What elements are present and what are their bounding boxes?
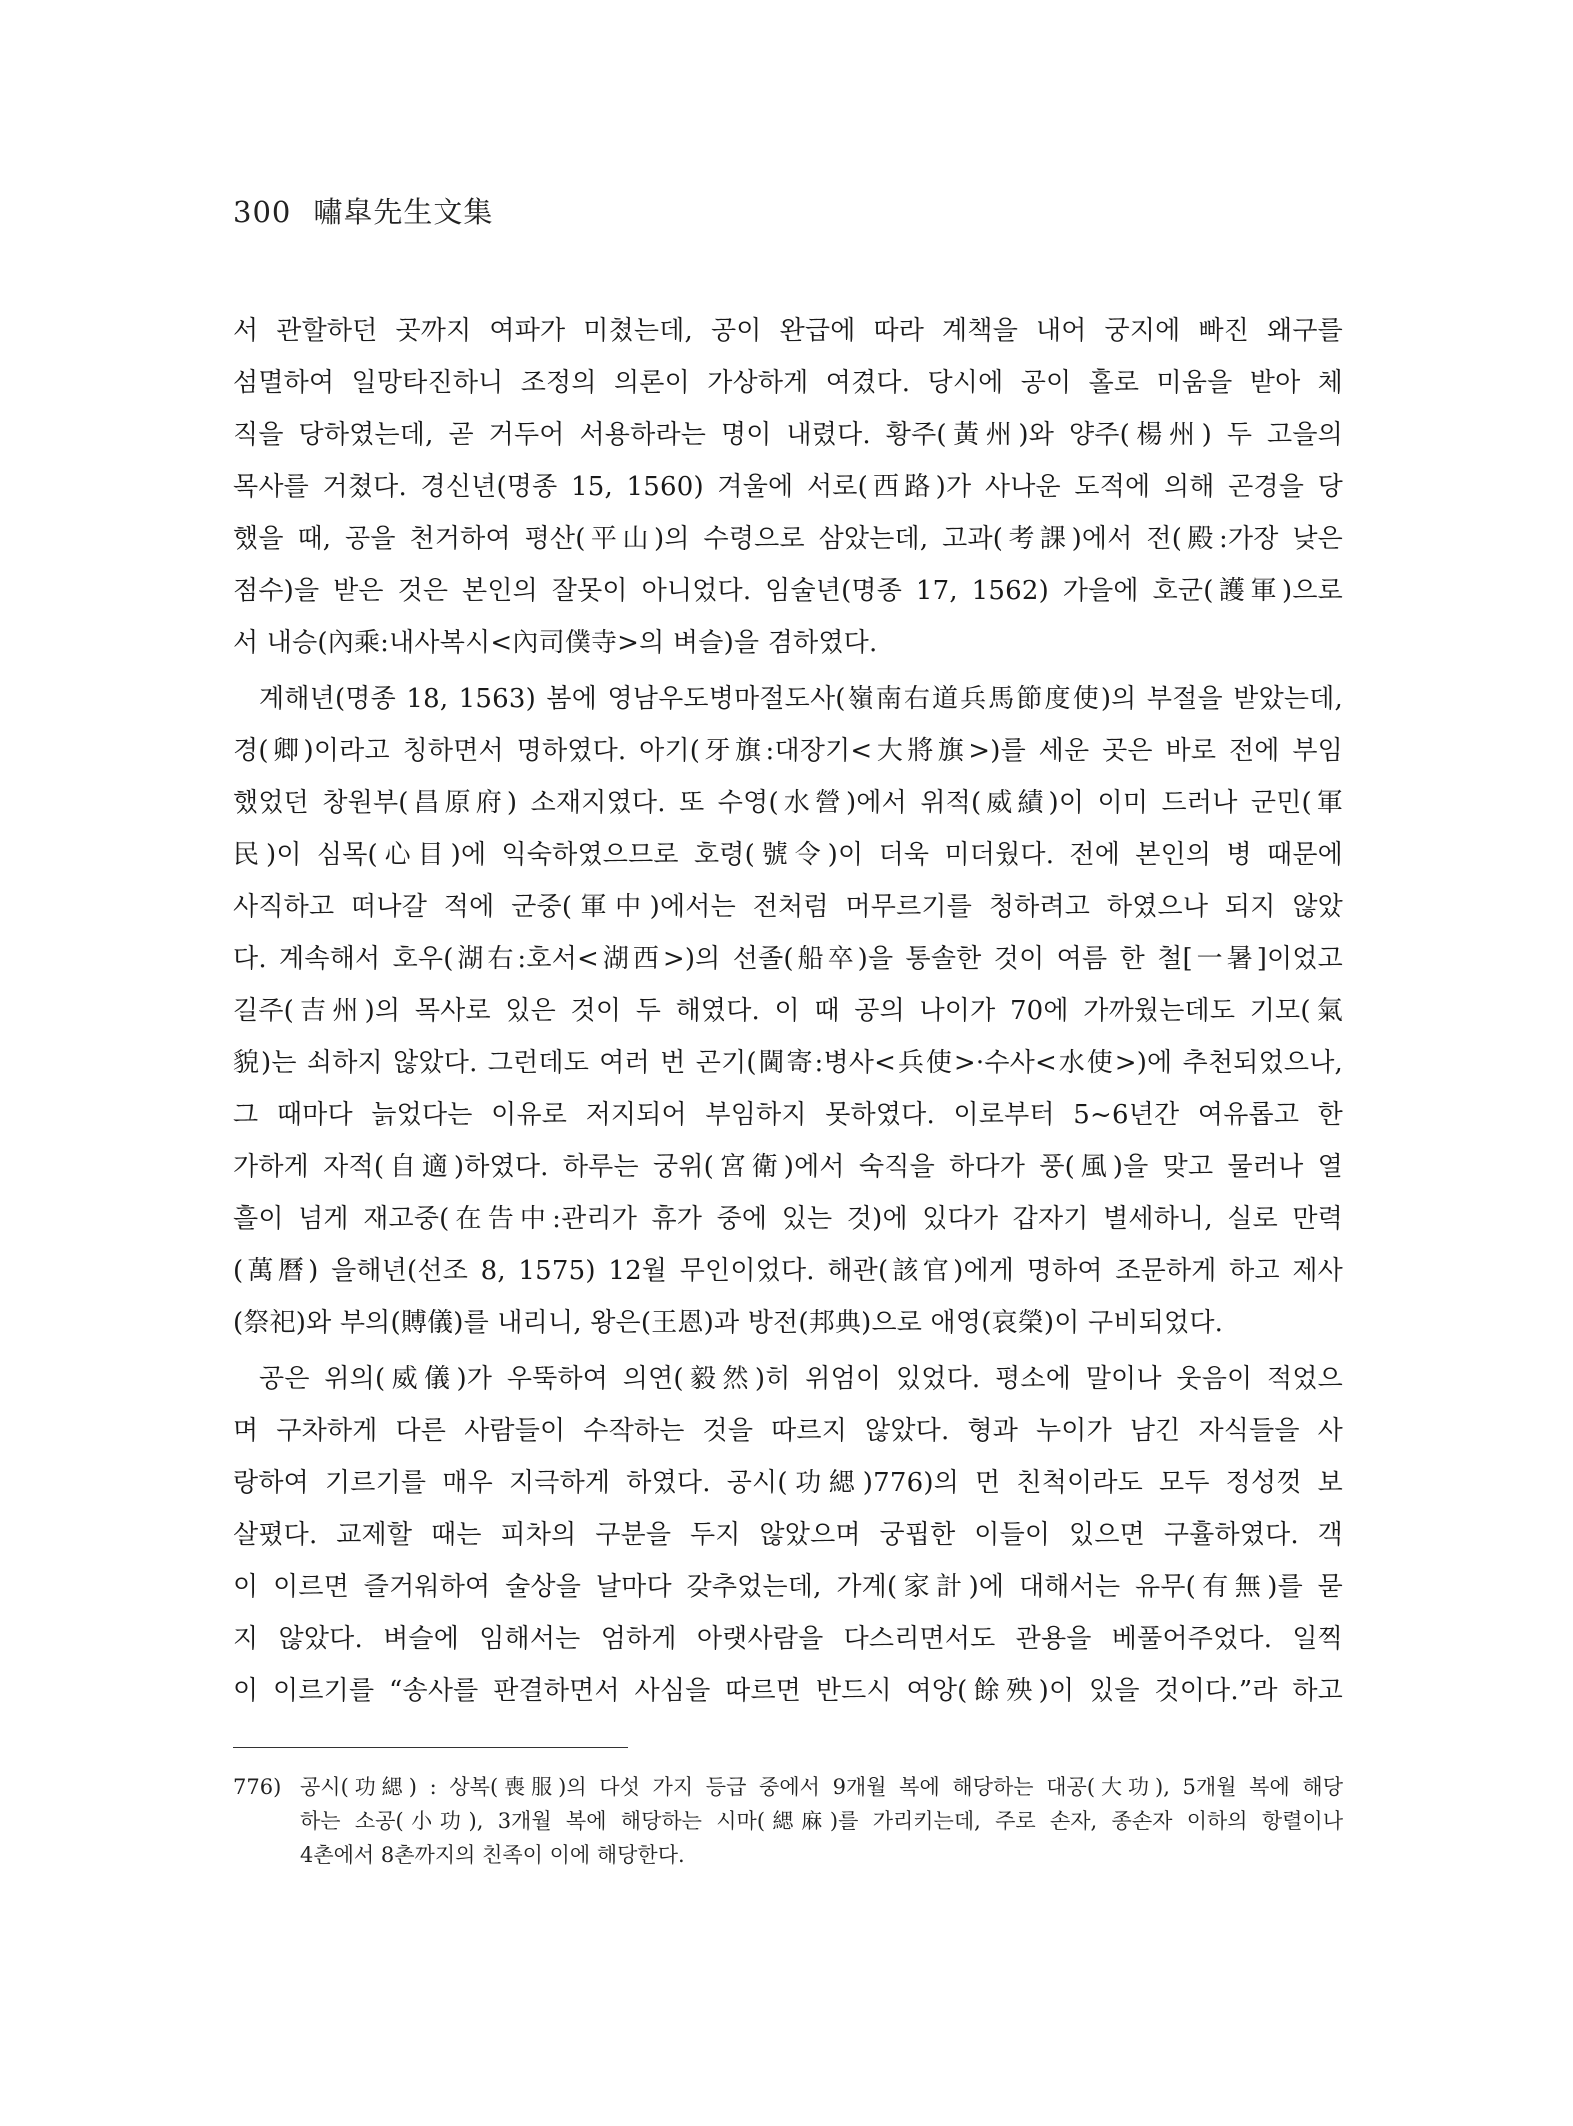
text-line: 경(卿)이라고 칭하면서 명하였다. 아기(牙旗:대장기<大將旗>)를 세운 곳은 바로 전에 부임 <box>233 736 1343 766</box>
text-line: 며 구차하게 다른 사람들이 수작하는 것을 따르지 않았다. 형과 누이가 남긴 자식들을 사 <box>233 1416 1343 1446</box>
text-line: (祭祀)와 부의(賻儀)를 내리니, 왕은(王恩)과 방전(邦典)으로 애영(哀榮)이 구비되었다. <box>233 1308 1224 1338</box>
text-line: 했을 때, 공을 천거하여 평산(平山)의 수령으로 삼았는데, 고과(考課)에서 전(殿:가장 낮은 <box>233 524 1343 554</box>
text-line: 점수)을 받은 것은 본인의 잘못이 아니었다. 임술년(명종 17, 1562) 가을에 호군(護軍)으로 <box>233 576 1343 606</box>
text-line: 서 내승(內乘:내사복시<內司僕寺>의 벼슬)을 겸하였다. <box>233 628 878 658</box>
text-line: 貌)는 쇠하지 않았다. 그런데도 여러 번 곤기(閫寄:병사<兵使>·수사<水使>)에 추천되었으나, <box>233 1048 1343 1078</box>
text-line: 民)이 심목(心目)에 익숙하였으므로 호령(號令)이 더욱 미더웠다. 전에 본인의 병 때문에 <box>233 840 1343 870</box>
book-title: 嘯皐先生文集 <box>313 195 494 229</box>
text-line: 지 않았다. 벼슬에 임해서는 엄하게 아랫사람을 다스리면서도 관용을 베풀어주었다. 일찍 <box>233 1624 1343 1654</box>
text-line: 랑하여 기르기를 매우 지극하게 하였다. 공시(功緦)776)의 먼 친척이라도 모두 정성껏 보 <box>233 1468 1343 1498</box>
paragraph-2 <box>233 673 1343 1349</box>
text-line: 섬멸하여 일망타진하니 조정의 의론이 가상하게 여겼다. 당시에 공이 홀로 미움을 받아 체 <box>233 368 1343 398</box>
text-line: 했었던 창원부(昌原府) 소재지였다. 또 수영(水營)에서 위적(威績)이 이미 드러나 군민(軍 <box>233 788 1343 818</box>
text-line: 서 관할하던 곳까지 여파가 미쳤는데, 공이 완급에 따라 계책을 내어 궁지에 빠진 왜구를 <box>233 316 1343 346</box>
text-line: 살폈다. 교제할 때는 피차의 구분을 두지 않았으며 궁핍한 이들이 있으면 구휼하였다. 객 <box>233 1520 1343 1550</box>
running-header <box>233 190 493 231</box>
footnote-line: 4촌에서 8촌까지의 친족이 이에 해당한다. <box>300 1843 685 1867</box>
text-line: 직을 당하였는데, 곧 거두어 서용하라는 명이 내렸다. 황주(黃州)와 양주(楊州) 두 고을의 <box>233 420 1343 450</box>
footnote-text: 공시(功緦) : 상복(喪服)의 다섯 가지 등급 중에서 9개월 복에 해당하는 대공(大功), 5개월 복에 해당 <box>300 1775 1343 1799</box>
footnote-line: 하는 소공(小功), 3개월 복에 해당하는 시마(緦麻)를 가리키는데, 주로 손자, 종손자 이하의 항렬이나 <box>300 1809 1343 1833</box>
text-line: 목사를 거쳤다. 경신년(명종 15, 1560) 겨울에 서로(西路)가 사나운 도적에 의해 곤경을 당 <box>233 472 1343 502</box>
footnote-number: 776) <box>233 1775 282 1799</box>
footnote-776 <box>233 1770 1343 1872</box>
text-line: 이 이르면 즐거워하여 술상을 날마다 갖추었는데, 가계(家計)에 대해서는 유무(有無)를 묻 <box>233 1572 1343 1602</box>
text-line: 계해년(명종 18, 1563) 봄에 영남우도병마절도사(嶺南右道兵馬節度使)의 부절을 받았는데, <box>259 684 1343 714</box>
text-line: 길주(吉州)의 목사로 있은 것이 두 해였다. 이 때 공의 나이가 70에 가까웠는데도 기모(氣 <box>233 996 1343 1026</box>
paragraph-1 <box>233 305 1343 669</box>
footnote-line <box>233 1770 1343 1804</box>
body-text <box>233 305 1343 1717</box>
paragraph-3 <box>233 1353 1343 1717</box>
text-line: 공은 위의(威儀)가 우뚝하여 의연(毅然)히 위엄이 있었다. 평소에 말이나 웃음이 적었으 <box>259 1364 1343 1394</box>
text-line: 다. 계속해서 호우(湖右:호서<湖西>)의 선졸(船卒)을 통솔한 것이 여름 한 철[一暑]이었고 <box>233 944 1343 974</box>
text-line: 이 이르기를 “송사를 판결하면서 사심을 따르면 반드시 여앙(餘殃)이 있을 것이다.”라 하고 <box>233 1676 1343 1706</box>
text-line: 그 때마다 늙었다는 이유로 저지되어 부임하지 못하였다. 이로부터 5~6년간 여유롭고 한 <box>233 1100 1343 1130</box>
footnote-divider <box>233 1747 628 1748</box>
text-line: 가하게 자적(自適)하였다. 하루는 궁위(宮衛)에서 숙직을 하다가 풍(風)을 맞고 물러나 열 <box>233 1152 1343 1182</box>
text-line: 흘이 넘게 재고중(在告中:관리가 휴가 중에 있는 것)에 있다가 갑자기 별세하니, 실로 만력 <box>233 1204 1343 1234</box>
page-number: 300 <box>233 195 292 229</box>
text-line: 사직하고 떠나갈 적에 군중(軍中)에서는 전처럼 머무르기를 청하려고 하였으나 되지 않았 <box>233 892 1343 922</box>
text-line: (萬曆) 을해년(선조 8, 1575) 12월 무인이었다. 해관(該官)에게 명하여 조문하게 하고 제사 <box>233 1256 1343 1286</box>
